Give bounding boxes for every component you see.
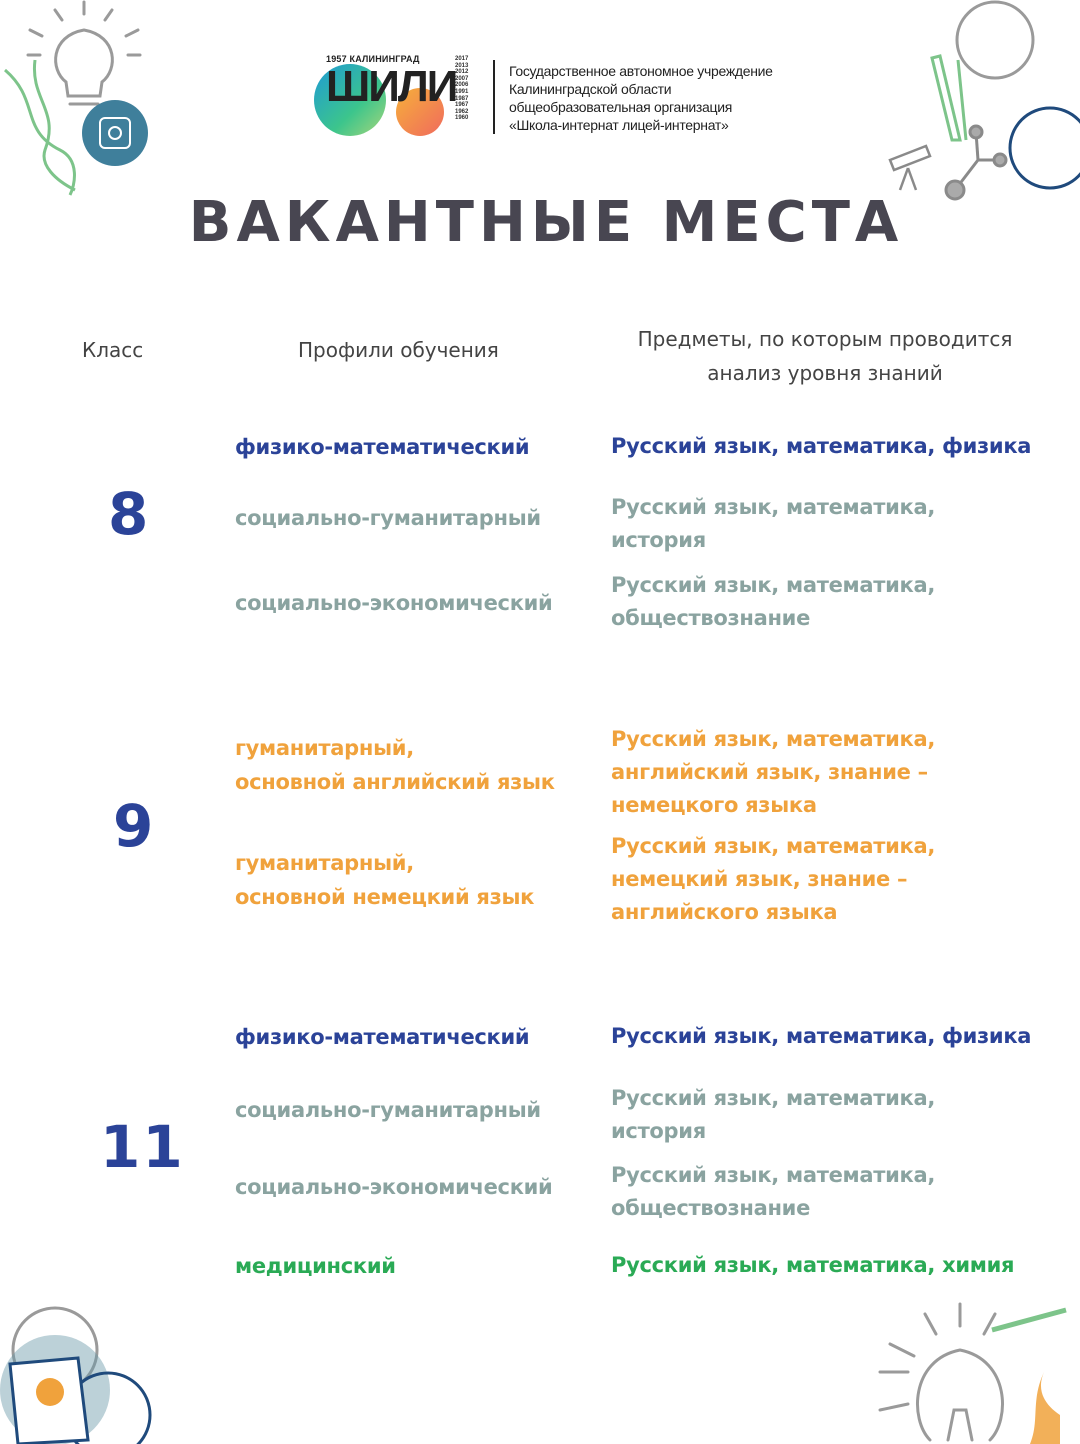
profile-line: гуманитарный, (235, 736, 414, 760)
logo-year-city: 1957 КАЛИНИНГРАД (326, 54, 420, 64)
org-line: общеобразовательная организация (509, 99, 733, 115)
header-subjects-line: Предметы, по которым проводится (637, 327, 1013, 351)
lightbulb-dna-chip-icon (0, 0, 160, 200)
grade-9: 9 (113, 792, 154, 860)
subjects-g11-soc-hum (611, 1082, 935, 1148)
subjects-g9-eng (611, 723, 935, 822)
profile-g11-medical: медицинский (235, 1254, 396, 1278)
subjects-g11-medical: Русский язык, математика, химия (611, 1253, 1015, 1277)
logo-word: ШИЛИ (326, 62, 457, 111)
subjects-g9-ger (611, 830, 935, 929)
logo-years: 2017 2013 2012 2007 2006 1991 1987 1967 1962 1960 (455, 56, 469, 122)
subjects-line: английский язык, знание – (611, 760, 928, 784)
profile-g8-physmath: физико-математический (235, 435, 530, 459)
org-line: Государственное автономное учреждение (509, 63, 773, 79)
profile-g11-soc-hum: социально-гуманитарный (235, 1098, 541, 1122)
subjects-g8-soc-hum (611, 491, 935, 557)
subjects-line: Русский язык, математика, (611, 1163, 936, 1187)
profile-g9-eng (235, 731, 555, 799)
organization-name (509, 62, 773, 134)
grade-8: 8 (108, 480, 149, 548)
page-title: ВАКАНТНЫЕ МЕСТА (188, 190, 904, 255)
logo-divider (493, 60, 495, 134)
subjects-g11-physmath: Русский язык, математика, физика (611, 1024, 1032, 1048)
profile-g11-physmath: физико-математический (235, 1025, 530, 1049)
profile-line: основной немецкий язык (235, 885, 535, 909)
subjects-g8-physmath: Русский язык, математика, физика (611, 434, 1032, 458)
subjects-line: Русский язык, математика, (611, 1086, 936, 1110)
header-subjects-line: анализ уровня знаний (707, 361, 943, 385)
profile-line: основной английский язык (235, 770, 555, 794)
subjects-line: обществознание (611, 606, 811, 630)
pencils-telescope-molecule-icon (880, 0, 1080, 210)
subjects-line: история (611, 528, 706, 552)
clipboard-chart-icon (0, 1300, 160, 1444)
subjects-line: обществознание (611, 1196, 811, 1220)
subjects-g11-soc-econ (611, 1159, 935, 1225)
org-line: «Школа-интернат лицей-интернат» (509, 117, 729, 133)
header-grade: Класс (82, 338, 144, 362)
subjects-line: Русский язык, математика, (611, 495, 936, 519)
header-subjects (600, 322, 1050, 390)
subjects-line: Русский язык, математика, (611, 727, 936, 751)
subjects-line: английского языка (611, 900, 838, 924)
header-profile: Профили обучения (298, 338, 499, 362)
profile-g11-soc-econ: социально-экономический (235, 1175, 553, 1199)
subjects-line: Русский язык, математика, (611, 834, 936, 858)
lightbulb-hourglass-icon (870, 1300, 1080, 1444)
profile-g9-ger (235, 846, 534, 914)
subjects-g8-soc-econ (611, 569, 935, 635)
profile-line: гуманитарный, (235, 851, 414, 875)
subjects-line: Русский язык, математика, (611, 573, 936, 597)
profile-g8-soc-econ: социально-экономический (235, 591, 553, 615)
org-line: Калининградской области (509, 81, 672, 97)
school-logo (312, 50, 792, 150)
subjects-line: немецкий язык, знание – (611, 867, 908, 891)
subjects-line: немецкого языка (611, 793, 817, 817)
grade-11: 11 (100, 1113, 185, 1181)
subjects-line: история (611, 1119, 706, 1143)
profile-g8-soc-hum: социально-гуманитарный (235, 506, 541, 530)
